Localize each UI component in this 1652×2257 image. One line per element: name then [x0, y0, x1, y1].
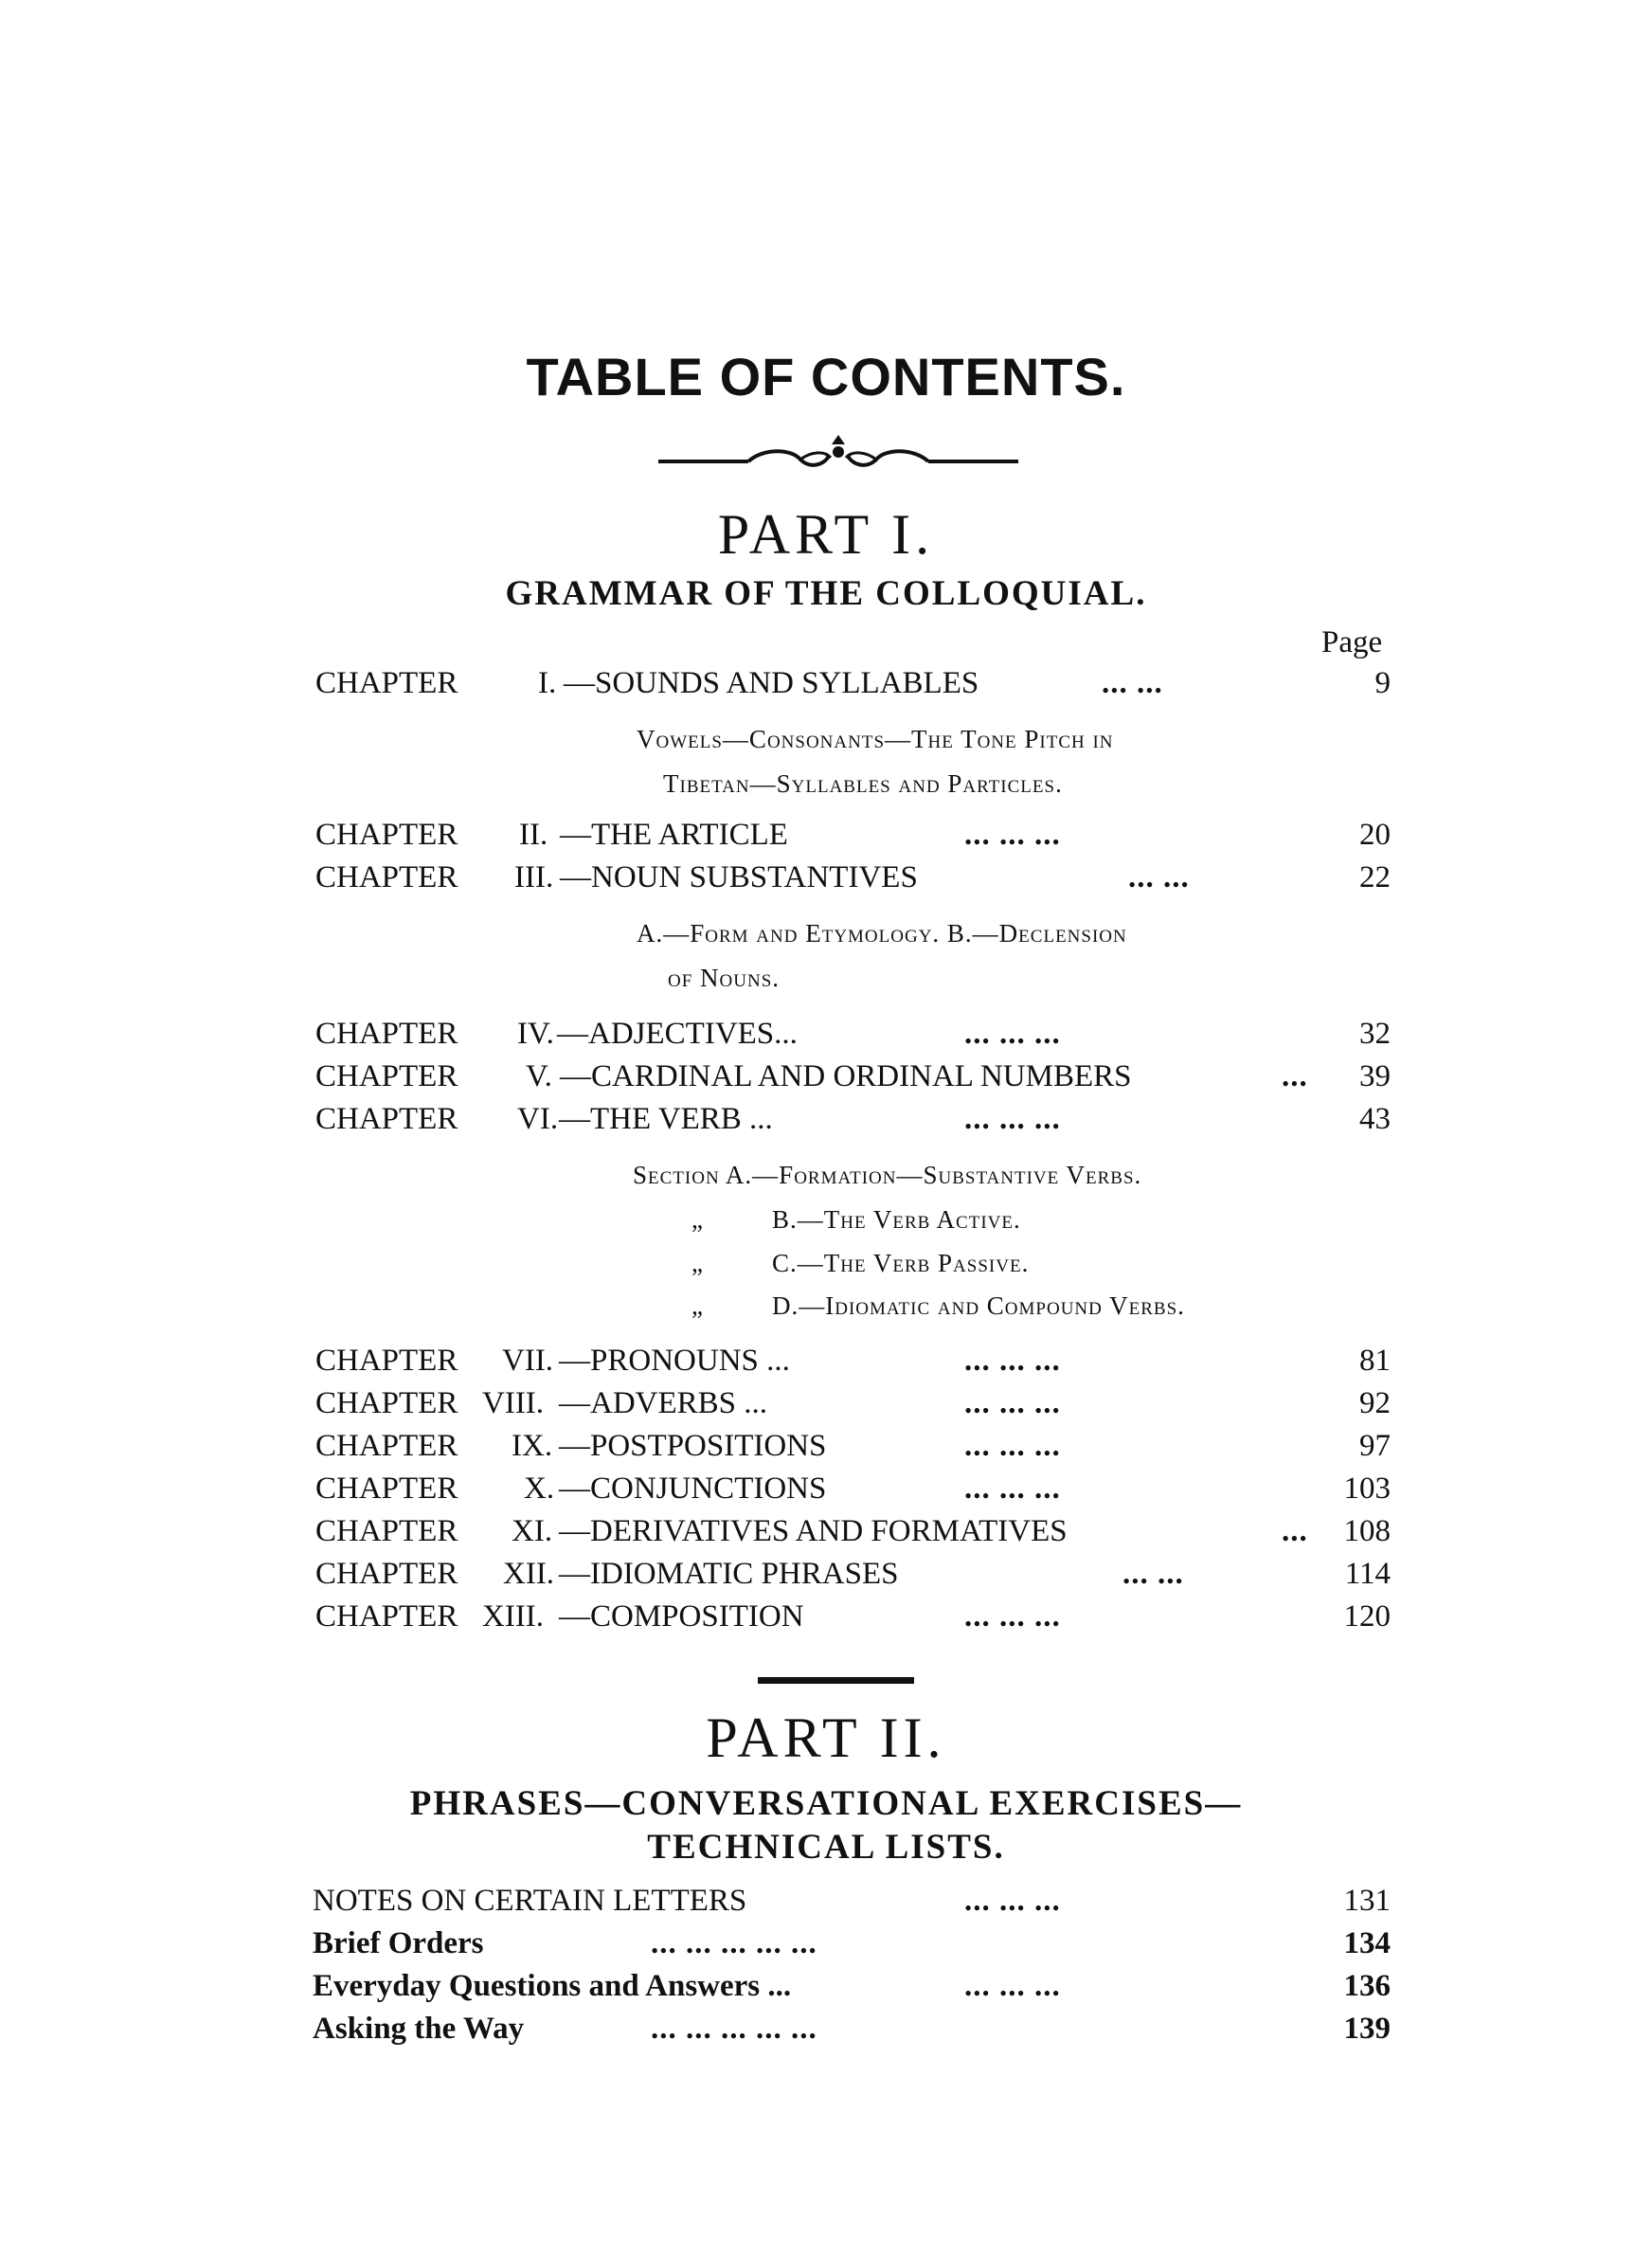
- chapter-title: —POSTPOSITIONS: [559, 1429, 827, 1463]
- chapter-3-description-line-2: of Nouns.: [668, 964, 781, 992]
- chapter-number: VIII.: [482, 1386, 545, 1420]
- leader-dots: ... ... ...: [964, 1344, 1061, 1378]
- chapter-label: CHAPTER: [315, 1344, 458, 1378]
- entry-title: NOTES ON CERTAIN LETTERS: [313, 1884, 747, 1918]
- toc-row-chapter-11[interactable]: [315, 1514, 1391, 1556]
- page-number: 114: [1344, 1557, 1391, 1591]
- leader-dots: ... ...: [1128, 860, 1190, 894]
- chapter-title: —CARDINAL AND ORDINAL NUMBERS: [560, 1059, 1132, 1093]
- page-number: 39: [1359, 1059, 1391, 1093]
- page-number: 20: [1359, 818, 1391, 852]
- toc-row-chapter-12[interactable]: [315, 1557, 1391, 1598]
- toc-row-chapter-8[interactable]: [315, 1386, 1391, 1428]
- chapter-number: I.: [538, 666, 557, 700]
- chapter-1-description-line-1: Vowels—Consonants—The Tone Pitch in: [637, 725, 1114, 753]
- chapter-number: VII.: [502, 1344, 554, 1378]
- page-number: 103: [1343, 1472, 1391, 1506]
- leader-dots: ... ... ...: [964, 1017, 1061, 1051]
- chapter-label: CHAPTER: [315, 860, 458, 894]
- toc-row-chapter-2[interactable]: [315, 818, 1391, 859]
- part-one-subtitle: GRAMMAR OF THE COLLOQUIAL.: [505, 574, 1147, 613]
- chapter-label: CHAPTER: [315, 1472, 458, 1506]
- chapter-6-description-line-2: B.—The Verb Active.: [772, 1205, 1021, 1234]
- chapter-3-description-line-1: A.—Form and Etymology. B.—Declension: [637, 919, 1127, 948]
- ditto-mark: „: [691, 1291, 704, 1320]
- chapter-label: CHAPTER: [315, 666, 458, 700]
- toc-row-chapter-10[interactable]: [315, 1472, 1391, 1513]
- toc-row-notes-on-letters[interactable]: [313, 1884, 1391, 1925]
- page-number: 32: [1359, 1017, 1391, 1051]
- page-number: 9: [1374, 666, 1391, 700]
- chapter-number: XIII.: [482, 1599, 545, 1634]
- page-number: 92: [1359, 1386, 1391, 1420]
- toc-row-chapter-4[interactable]: [315, 1017, 1391, 1058]
- chapter-number: IX.: [512, 1429, 553, 1463]
- leader-dots: ... ... ...: [964, 1599, 1061, 1634]
- toc-row-chapter-13[interactable]: [315, 1599, 1391, 1641]
- page-number: 134: [1343, 1926, 1391, 1960]
- chapter-title: —SOUNDS AND SYLLABLES: [564, 666, 979, 700]
- chapter-title: —NOUN SUBSTANTIVES: [560, 860, 918, 894]
- part-two-subtitle-line-1: PHRASES—CONVERSATIONAL EXERCISES—: [409, 1784, 1243, 1823]
- leader-dots: ...: [1282, 1514, 1308, 1548]
- chapter-label: CHAPTER: [315, 1599, 458, 1634]
- leader-dots: ...: [1282, 1059, 1308, 1093]
- chapter-label: CHAPTER: [315, 1514, 458, 1548]
- chapter-label: CHAPTER: [315, 818, 458, 852]
- chapter-number: VI.: [517, 1102, 559, 1136]
- chapter-label: CHAPTER: [315, 1429, 458, 1463]
- ditto-mark: „: [691, 1249, 704, 1277]
- page-title: TABLE OF CONTENTS.: [526, 347, 1126, 406]
- leader-dots: ... ... ...: [964, 1472, 1061, 1506]
- leader-dots: ... ...: [1102, 666, 1163, 700]
- part-one-heading: PART I.: [717, 503, 935, 566]
- toc-row-asking-the-way[interactable]: [313, 2012, 1391, 2053]
- toc-row-everyday-questions[interactable]: [313, 1969, 1391, 2011]
- chapter-number: XI.: [512, 1514, 553, 1548]
- leader-dots: ... ... ...: [964, 1386, 1061, 1420]
- part-two-heading: PART II.: [706, 1706, 946, 1769]
- chapter-number: II.: [519, 818, 548, 852]
- leader-dots: ... ... ... ... ...: [651, 2012, 817, 2046]
- chapter-label: CHAPTER: [315, 1102, 458, 1136]
- chapter-title: —THE VERB ...: [559, 1102, 773, 1136]
- leader-dots: ... ... ...: [964, 1102, 1061, 1136]
- chapter-title: —CONJUNCTIONS: [559, 1472, 827, 1506]
- chapter-title: —PRONOUNS ...: [559, 1344, 790, 1378]
- toc-row-chapter-7[interactable]: [315, 1344, 1391, 1385]
- page-number: 131: [1343, 1884, 1391, 1918]
- leader-dots: ... ... ...: [964, 818, 1061, 852]
- toc-row-chapter-6[interactable]: [315, 1102, 1391, 1144]
- chapter-6-description-line-4: D.—Idiomatic and Compound Verbs.: [772, 1291, 1185, 1320]
- toc-row-chapter-1[interactable]: [315, 666, 1391, 708]
- page-number: 22: [1359, 860, 1391, 894]
- chapter-label: CHAPTER: [315, 1386, 458, 1420]
- page-number: 139: [1343, 2012, 1391, 2046]
- chapter-6-description-line-3: C.—The Verb Passive.: [772, 1249, 1030, 1277]
- chapter-number: XII.: [503, 1557, 555, 1591]
- toc-row-chapter-9[interactable]: [315, 1429, 1391, 1471]
- page-number: 136: [1343, 1969, 1391, 2003]
- chapter-label: CHAPTER: [315, 1017, 458, 1051]
- page-number: 120: [1343, 1599, 1391, 1634]
- entry-title: Everyday Questions and Answers ...: [313, 1969, 792, 2003]
- chapter-number: V.: [526, 1059, 552, 1093]
- chapter-1-description-line-2: Tibetan—Syllables and Particles.: [663, 769, 1063, 798]
- page-number: 108: [1343, 1514, 1391, 1548]
- chapter-number: III.: [514, 860, 554, 894]
- decorative-ornament-icon: [658, 431, 1018, 488]
- leader-dots: ... ...: [1122, 1557, 1184, 1591]
- part-two-subtitle-line-2: TECHNICAL LISTS.: [647, 1828, 1005, 1867]
- chapter-title: —ADJECTIVES...: [557, 1017, 798, 1051]
- section-divider: [758, 1677, 914, 1684]
- chapter-title: —COMPOSITION: [559, 1599, 804, 1634]
- leader-dots: ... ... ...: [964, 1969, 1061, 2003]
- leader-dots: ... ... ...: [964, 1884, 1061, 1918]
- leader-dots: ... ... ... ... ...: [651, 1926, 817, 1960]
- page-number: 97: [1359, 1429, 1391, 1463]
- chapter-label: CHAPTER: [315, 1557, 458, 1591]
- page-number: 81: [1359, 1344, 1391, 1378]
- toc-row-chapter-3[interactable]: [315, 860, 1391, 902]
- chapter-number: X.: [524, 1472, 555, 1506]
- entry-title: Brief Orders: [313, 1926, 484, 1960]
- ditto-mark: „: [691, 1205, 704, 1234]
- chapter-6-description-line-1: Section A.—Formation—Substantive Verbs.: [633, 1161, 1142, 1189]
- entry-title: Asking the Way: [313, 2012, 525, 2046]
- chapter-title: —IDIOMATIC PHRASES: [559, 1557, 899, 1591]
- chapter-title: —DERIVATIVES AND FORMATIVES: [559, 1514, 1068, 1548]
- chapter-title: —ADVERBS ...: [559, 1386, 768, 1420]
- page-column-label: Page: [1321, 625, 1383, 659]
- leader-dots: ... ... ...: [964, 1429, 1061, 1463]
- toc-row-brief-orders[interactable]: [313, 1926, 1391, 1968]
- toc-row-chapter-5[interactable]: [315, 1059, 1391, 1101]
- chapter-label: CHAPTER: [315, 1059, 458, 1093]
- page-number: 43: [1359, 1102, 1391, 1136]
- chapter-title: —THE ARTICLE: [560, 818, 788, 852]
- chapter-number: IV.: [517, 1017, 554, 1051]
